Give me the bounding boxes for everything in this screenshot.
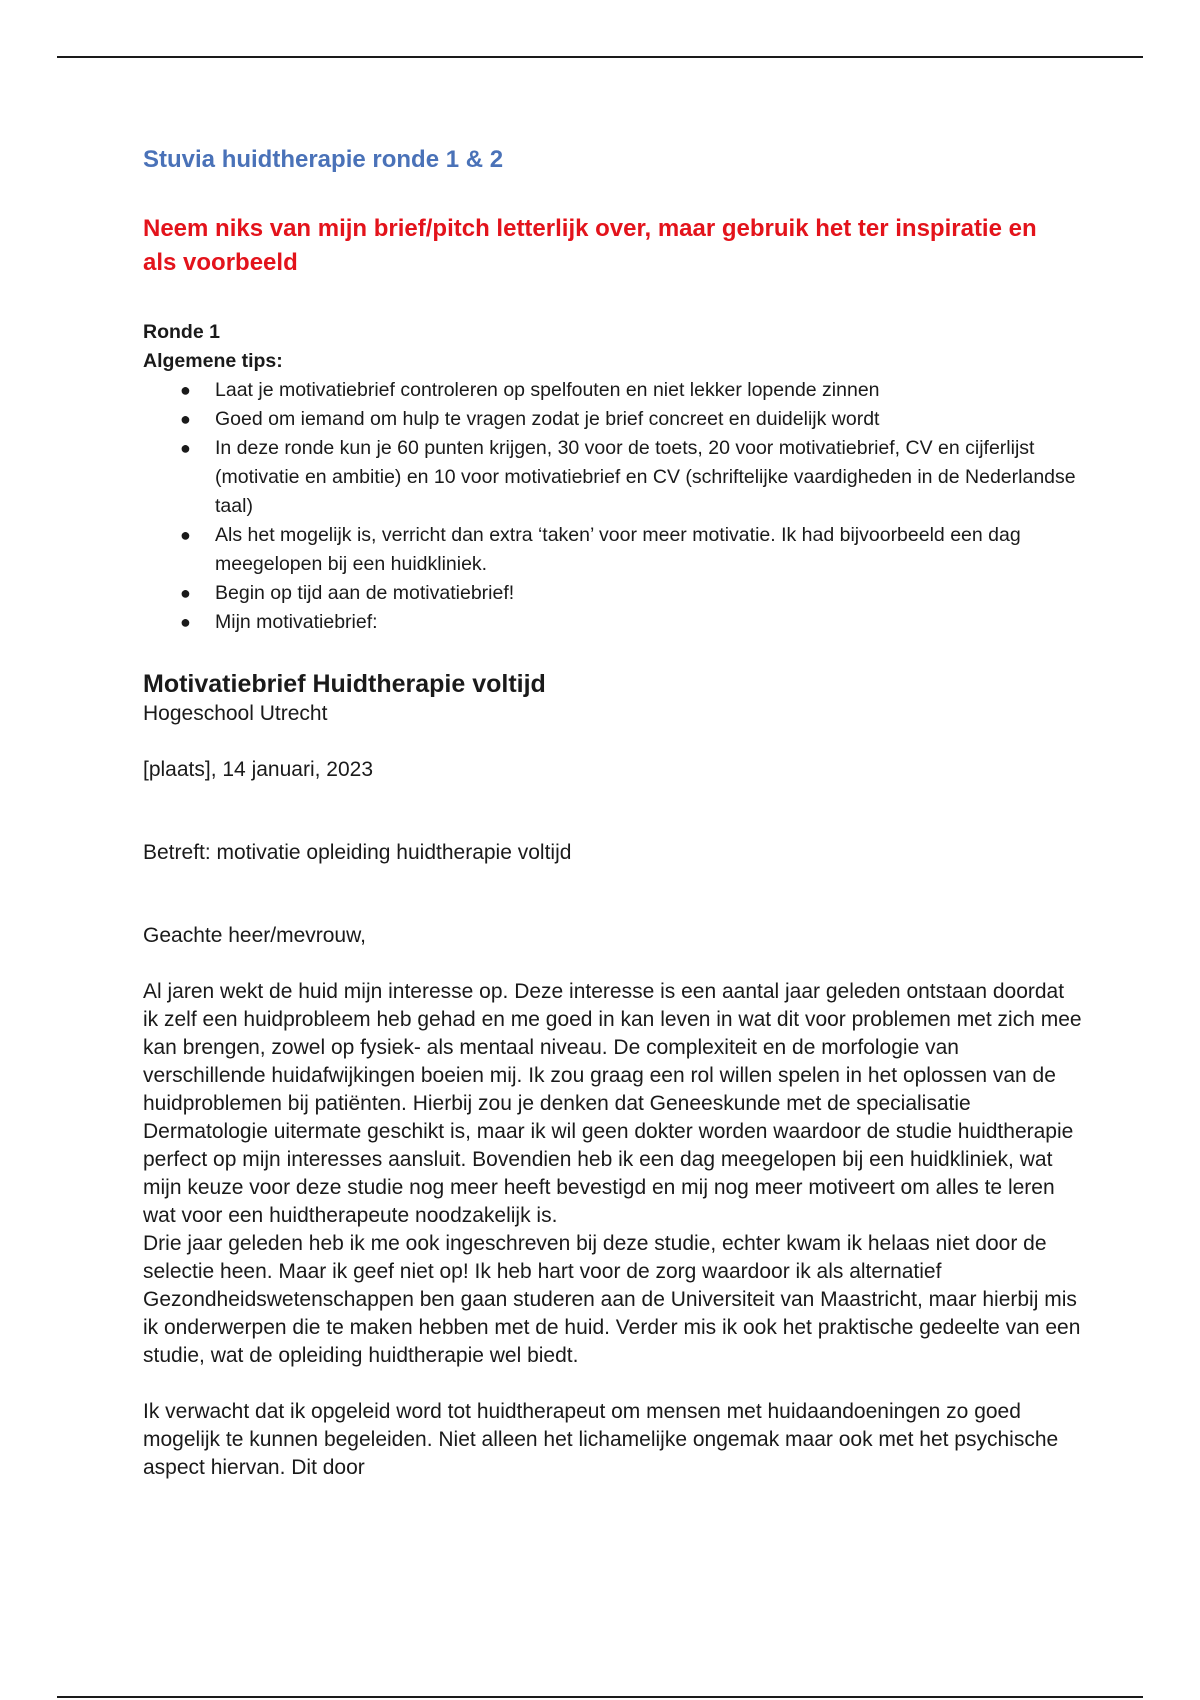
list-item bbox=[143, 376, 1083, 405]
letter-school: Hogeschool Utrecht bbox=[143, 702, 328, 725]
bullet-icon: ● bbox=[180, 525, 191, 545]
top-divider bbox=[57, 56, 1143, 58]
bullet-icon: ● bbox=[180, 438, 191, 458]
bullet-icon: ● bbox=[180, 583, 191, 603]
list-item bbox=[143, 405, 1083, 434]
list-item bbox=[143, 521, 1083, 579]
bullet-icon: ● bbox=[180, 409, 191, 429]
letter-salutation: Geachte heer/mevrouw, bbox=[143, 924, 366, 947]
list-item bbox=[143, 579, 1083, 608]
tip-text: Goed om iemand om hulp te vragen zodat je brief concreet en duidelijk wordt bbox=[215, 408, 880, 430]
bottom-divider bbox=[57, 1696, 1143, 1698]
letter-paragraph: Al jaren wekt de huid mijn interesse op. Deze interesse is een aantal jaar geleden ontstaan doordat ik zelf een huidprobleem heb gehad en me goed in kan leven in wat dit voor problemen met zich mee kan brengen, zowel op fysiek- als mentaal niveau. De complexiteit en de morfologie van verschillende huidafwijkingen boeien mij. Ik zou graag een rol willen spelen in het oplossen van de huidproblemen bij patiënten. Hierbij zou je denken dat Geneeskunde met de specialisatie Dermatologie uitermate geschikt is, maar ik wil geen dokter worden waardoor de studie huidtherapie perfect op mijn interesses aansluit. Bovendien heb ik een dag meegelopen bij een huidkliniek, wat mijn keuze voor deze studie nog meer heeft bevestigd en mij nog meer motiveert om alles te leren wat voor een huidtherapeute noodzakelijk is. bbox=[143, 980, 1082, 1227]
list-item bbox=[143, 434, 1083, 521]
tip-text: Als het mogelijk is, verricht dan extra ‘taken’ voor meer motivatie. Ik had bijvoorbeeld een dag meegelopen bij een huidkliniek. bbox=[215, 524, 1021, 575]
list-item bbox=[143, 608, 1083, 637]
tips-list bbox=[143, 376, 1083, 637]
tip-text: Begin op tijd aan de motivatiebrief! bbox=[215, 582, 515, 604]
letter-paragraph: Drie jaar geleden heb ik me ook ingeschreven bij deze studie, echter kwam ik helaas niet door de selectie heen. Maar ik geef niet op! Ik heb hart voor de zorg waardoor ik als alternatief Gezondheidswetenschappen ben gaan studeren aan de Universiteit van Maastricht, maar hierbij mis ik onderwerpen die te maken hebben met de huid. Verder mis ik ook het praktische gedeelte van een studie, wat de opleiding huidtherapie wel biedt. bbox=[143, 1232, 1081, 1367]
round1-section bbox=[143, 318, 1083, 637]
motivation-letter bbox=[143, 668, 1083, 1482]
tip-text: Laat je motivatiebrief controleren op spelfouten en niet lekker lopende zinnen bbox=[215, 379, 880, 401]
letter-subject: Betreft: motivatie opleiding huidtherapie voltijd bbox=[143, 841, 572, 864]
bullet-icon: ● bbox=[180, 380, 191, 400]
warning-note: Neem niks van mijn brief/pitch letterlijk over, maar gebruik het ter inspiratie en als voorbeeld bbox=[143, 215, 1037, 276]
letter-date: [plaats], 14 januari, 2023 bbox=[143, 758, 373, 781]
bullet-icon: ● bbox=[180, 612, 191, 632]
tip-text: In deze ronde kun je 60 punten krijgen, 30 voor de toets, 20 voor motivatiebrief, CV en cijferlijst (motivatie en ambitie) en 10 voor motivatiebrief en CV (schriftelijke vaardigheden in de Nederlandse taal) bbox=[215, 437, 1076, 517]
tip-text: Mijn motivatiebrief: bbox=[215, 611, 378, 633]
letter-title: Motivatiebrief Huidtherapie voltijd bbox=[143, 670, 546, 698]
round1-heading: Ronde 1 bbox=[143, 321, 220, 343]
tips-heading: Algemene tips: bbox=[143, 350, 283, 372]
letter-paragraph: Ik verwacht dat ik opgeleid word tot huidtherapeut om mensen met huidaandoeningen zo goed mogelijk te kunnen begeleiden. Niet alleen het lichamelijke ongemak maar ook met het psychische aspect hiervan. Dit door bbox=[143, 1400, 1059, 1479]
document-title: Stuvia huidtherapie ronde 1 & 2 bbox=[143, 146, 504, 173]
